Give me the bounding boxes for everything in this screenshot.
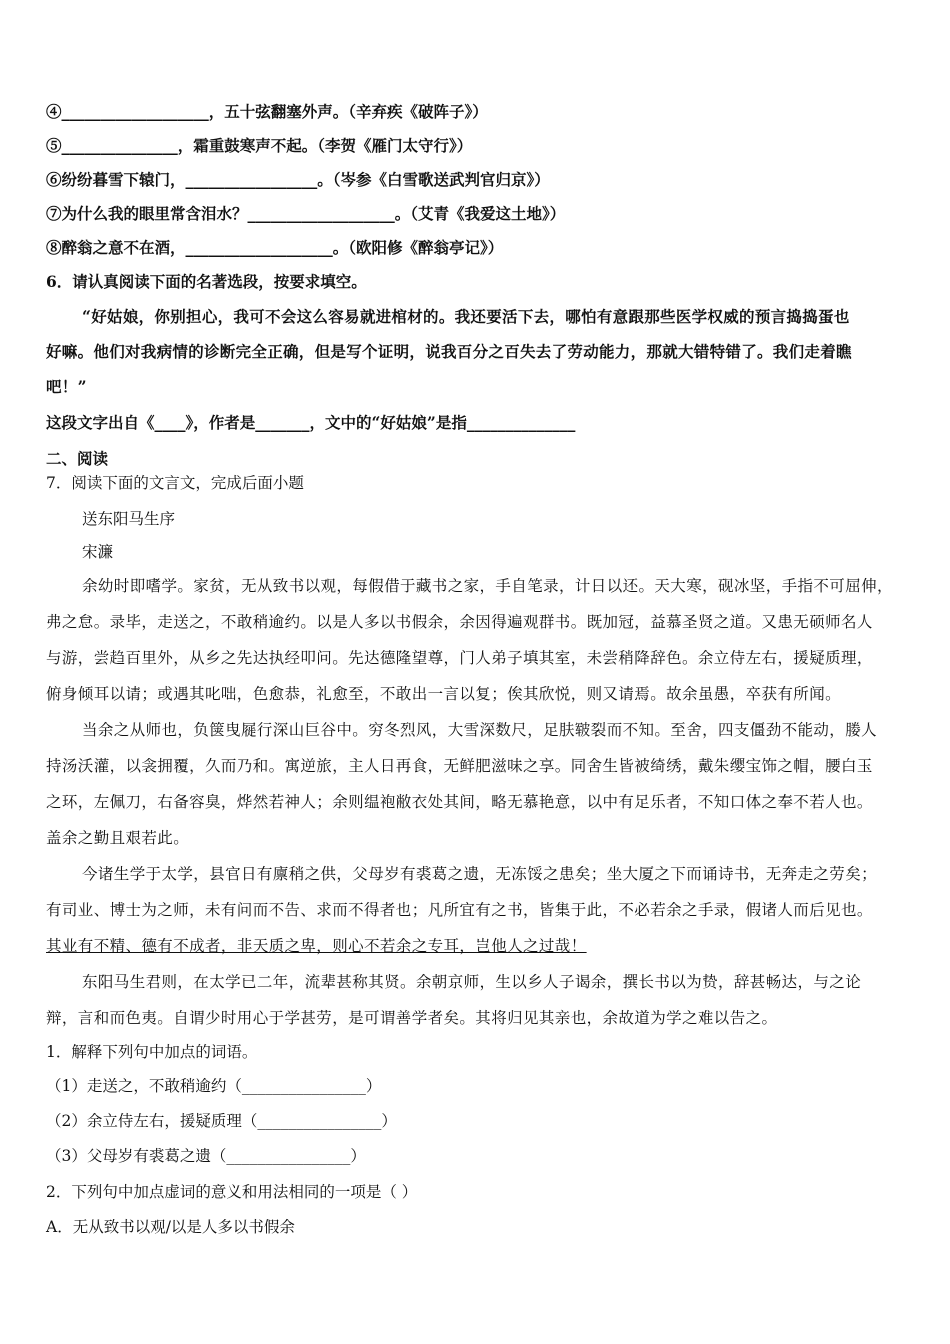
passage-line: 之环，左佩刀，右备容臭，烨然若神人；余则缊袍敝衣处其间，略无慕艳意，以中有足乐者，不知口体之奉不若人也。: [46, 793, 873, 811]
passage-line-underlined: 其业有不精、德有不成者，非天质之卑，则心不若余之专耳，岂他人之过哉！: [46, 937, 587, 955]
passage-line: 当余之从师也，负箧曳屣行深山巨谷中。穷冬烈风，大雪深数尺，足肤皲裂而不知。至舍，四支僵劲不能动，媵人: [82, 721, 878, 739]
passage-line: 与游，尝趋百里外，从乡之先达执经叩问。先达德隆望尊，门人弟子填其室，未尝稍降辞色。余立侍左右，援疑质理，: [46, 649, 873, 667]
passage-title: 送东阳马生序: [82, 510, 176, 528]
sub-question-2: 2．下列句中加点虚词的意义和用法相同的一项是（ ）: [46, 1183, 418, 1201]
passage-line: 余幼时即嗜学。家贫，无从致书以观，每假借于藏书之家，手自笔录，计日以还。天大寒，砚冰坚，手指不可屈伸，: [82, 577, 893, 595]
quote-line: 吧！”: [46, 377, 87, 396]
passage-line: 弗之怠。录毕，走送之，不敢稍逾约。以是人多以书假余，余因得遍观群书。既加冠，益慕圣贤之道。又患无硕师名人: [46, 613, 873, 631]
fill-line-6: ⑥纷纷暮雪下辕门，_________________。（岑参《白雪歌送武判官归京》）: [46, 170, 550, 189]
fill-line-8: ⑧醉翁之意不在酒，___________________。（欧阳修《醉翁亭记》）: [46, 238, 504, 257]
passage-line: 东阳马生君则，在太学已二年，流辈甚称其贤。余朝京师，生以乡人子谒余，撰长书以为贽，辞甚畅达，与之论: [82, 973, 862, 991]
passage-line: 持汤沃灌，以衾拥覆，久而乃和。寓逆旅，主人日再食，无鲜肥滋味之享。同舍生皆被绮绣，戴朱缨宝饰之帽，腰白玉: [46, 757, 873, 775]
passage-line: 俯身倾耳以请；或遇其叱咄，色愈恭，礼愈至，不敢出一言以复；俟其欣悦，则又请焉。故余虽愚，卒获有所闻。: [46, 685, 842, 703]
fill-line-5: ⑤_______________，霜重鼓寒声不起。（李贺《雁门太守行》）: [46, 136, 473, 155]
quote-line: “好姑娘，你别担心，我可不会这么容易就进棺材的。我还要活下去，哪怕有意跟那些医学权威的预言捣捣蛋也: [82, 307, 850, 326]
passage-line: 今诸生学于太学，县官日有廪稍之供，父母岁有裘葛之遗，无冻馁之患矣；坐大厦之下而诵诗书，无奔走之劳矣；: [82, 865, 878, 883]
question-6-heading: 6．请认真阅读下面的名著选段，按要求填空。: [46, 272, 367, 291]
quote-line: 好嘛。他们对我病情的诊断完全正确，但是写个证明，说我百分之百失去了劳动能力，那就大错特错了。我们走着瞧: [46, 342, 852, 361]
question-7-heading: 7．阅读下面的文言文，完成后面小题: [46, 474, 304, 492]
sub-question-1-item: （1）走送之，不敢稍逾约（________________）: [46, 1077, 382, 1095]
passage-author: 宋濂: [82, 543, 114, 561]
question-6-answer-line: 这段文字出自《____》，作者是_______，文中的“好姑娘”是指______________: [46, 413, 576, 432]
passage-line: 辩，言和而色夷。自谓少时用心于学甚劳，是可谓善学者矣。其将归见其亲也，余故道为学之难以告之。: [46, 1009, 778, 1027]
section-heading-reading: 二、阅读: [46, 449, 109, 468]
passage-line: 有司业、博士为之师，未有问而不告、求而不得者也；凡所宜有之书，皆集于此，不必若余之手录，假诸人而后见也。: [46, 901, 873, 919]
passage-line: 盖余之勤且艰若此。: [46, 829, 190, 847]
fill-line-4: ④___________________，五十弦翻塞外声。（辛弃疾《破阵子》）: [46, 102, 488, 121]
sub-question-1: 1．解释下列句中加点的词语。: [46, 1043, 258, 1061]
sub-question-1-item: （2）余立侍左右，援疑质理（________________）: [46, 1112, 397, 1130]
sub-question-1-item: （3）父母岁有裘葛之遗（________________）: [46, 1147, 366, 1165]
option-a: A．无从致书以观/以是人多以书假余: [46, 1218, 295, 1236]
fill-line-7: ⑦为什么我的眼里常含泪水？___________________。（艾青《我爱这土地》）: [46, 204, 566, 223]
